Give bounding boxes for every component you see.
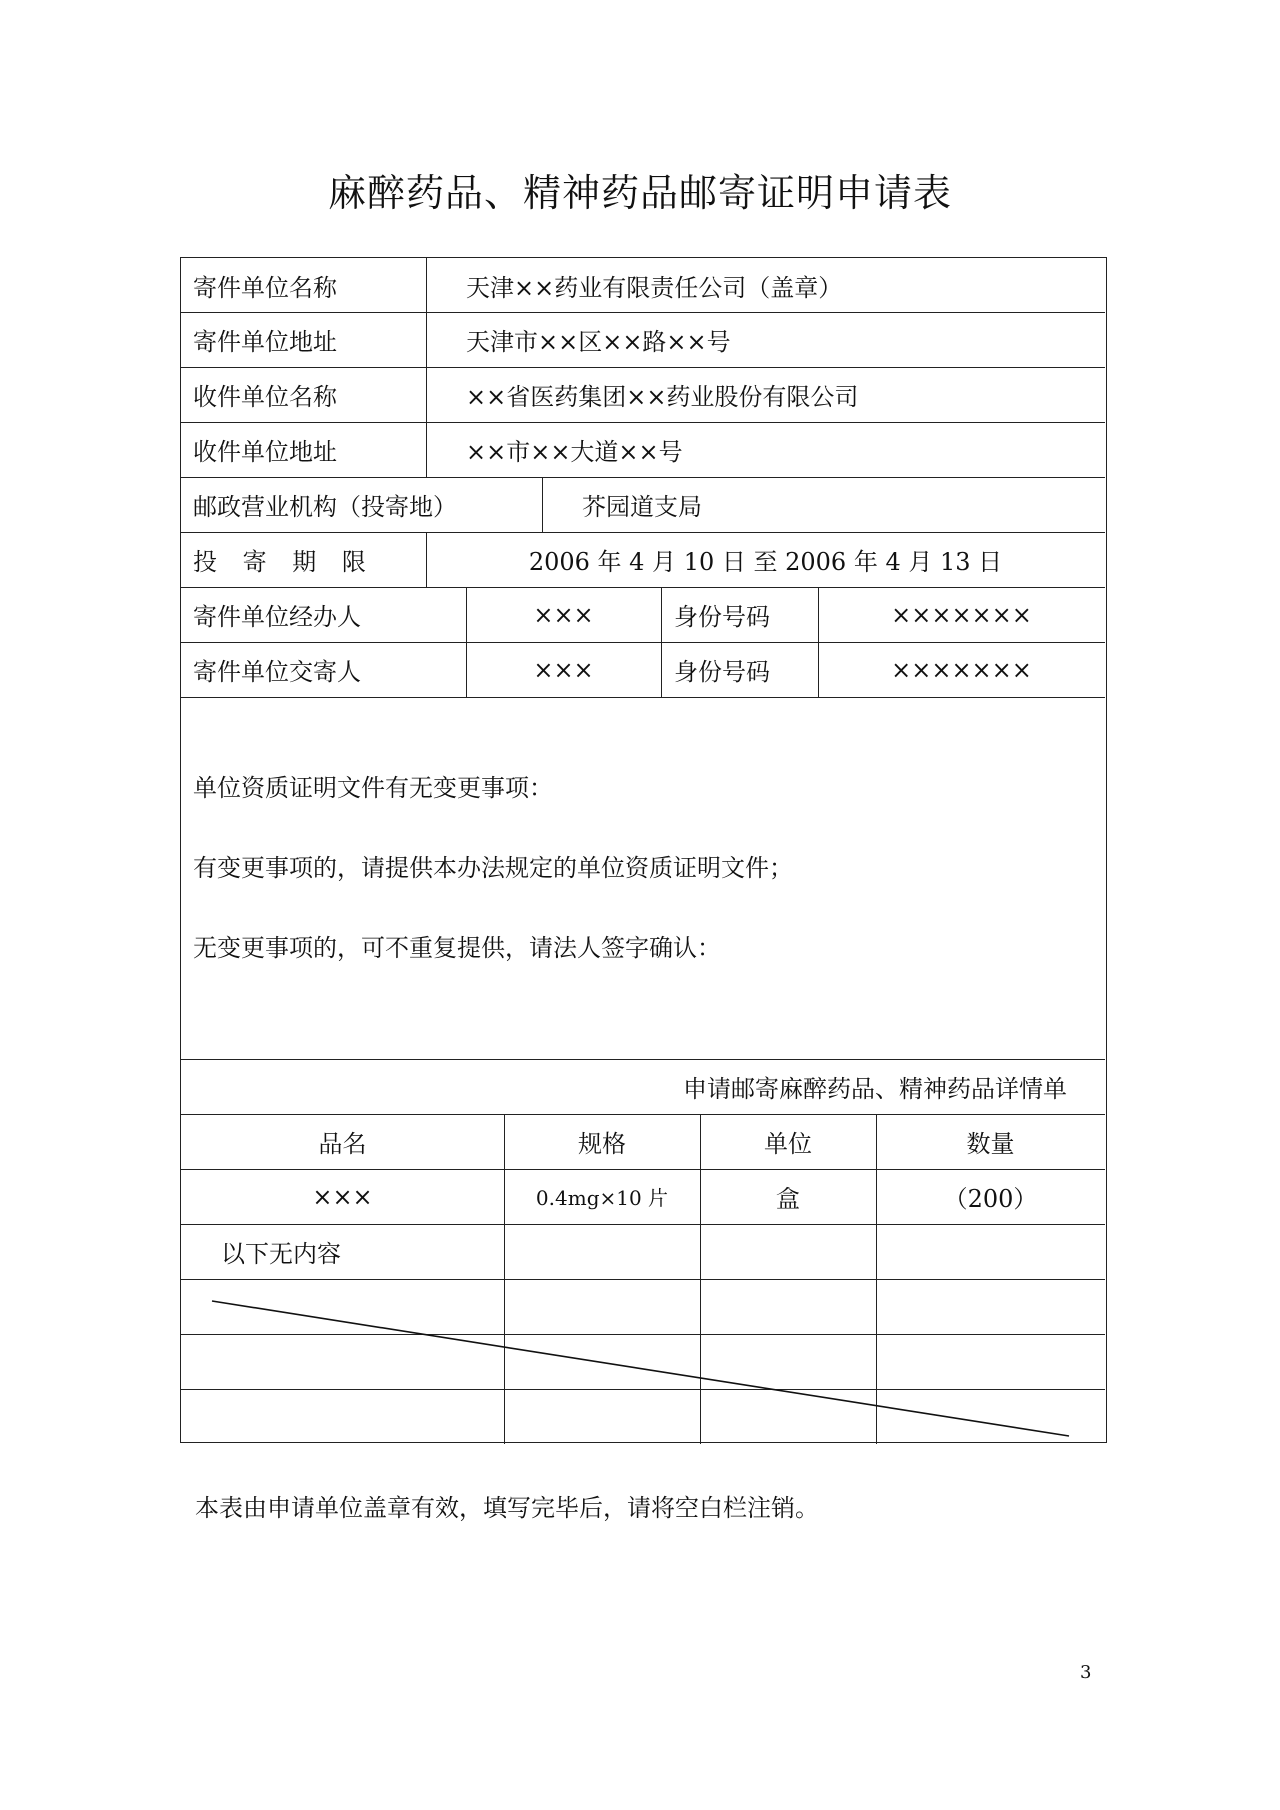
page-number: 3 [1080,1662,1092,1683]
application-form [180,257,1107,1443]
mailing-period-label: 投 寄 期 限 [193,548,375,576]
submitter-id-label: 身份号码 [674,658,770,686]
column-header-spec: 规格 [578,1130,626,1158]
sender-name-label: 寄件单位名称 [193,273,337,302]
submitter-value: ××× [533,655,594,684]
detail-heading: 申请邮寄麻醉药品、精神药品详情单 [683,1075,1067,1103]
table-cell-spec: 0.4mg×10 片 [535,1186,669,1210]
page-title: 麻醉药品、精神药品邮寄证明申请表 [327,171,952,215]
footnote: 本表由申请单位盖章有效，填写完毕后，请将空白栏注销。 [195,1494,819,1522]
qualification-note-1: 单位资质证明文件有无变更事项： [193,774,553,802]
column-header-name: 品名 [318,1130,367,1158]
qualification-note-3: 无变更事项的，可不重复提供，请法人签字确认： [193,934,721,962]
receiver-address-label: 收件单位地址 [193,438,337,466]
column-header-quantity: 数量 [966,1130,1015,1158]
receiver-name-label: 收件单位名称 [193,383,337,411]
table-cell-unit: 盒 [776,1185,800,1213]
handler-id-value: ××××××× [891,600,1032,629]
cancel-strike-line [181,258,1105,1444]
sender-address-value: 天津市××区××路××号 [466,328,731,356]
submitter-label: 寄件单位交寄人 [193,658,361,686]
handler-id-label: 身份号码 [674,603,770,631]
mailing-period-value: 2006 年 4 月 10 日 至 2006 年 4 月 13 日 [528,548,1003,576]
no-more-content-note: 以下无内容 [221,1240,341,1268]
submitter-id-value: ××××××× [891,655,1032,684]
sender-address-label: 寄件单位地址 [193,328,337,356]
column-header-unit: 单位 [764,1130,812,1158]
receiver-name-value: ××省医药集团××药业股份有限公司 [466,383,859,411]
post-office-label: 邮政营业机构（投寄地） [193,493,457,521]
sender-name-value: 天津××药业有限责任公司（盖章） [466,273,843,302]
table-cell-quantity: （200） [943,1185,1038,1213]
handler-label: 寄件单位经办人 [193,603,361,631]
table-cell-name: ××× [312,1182,373,1211]
qualification-note-2: 有变更事项的，请提供本办法规定的单位资质证明文件； [193,854,793,882]
receiver-address-value: ××市××大道××号 [466,438,683,466]
post-office-value: 芥园道支局 [582,493,702,521]
handler-value: ××× [533,600,594,629]
